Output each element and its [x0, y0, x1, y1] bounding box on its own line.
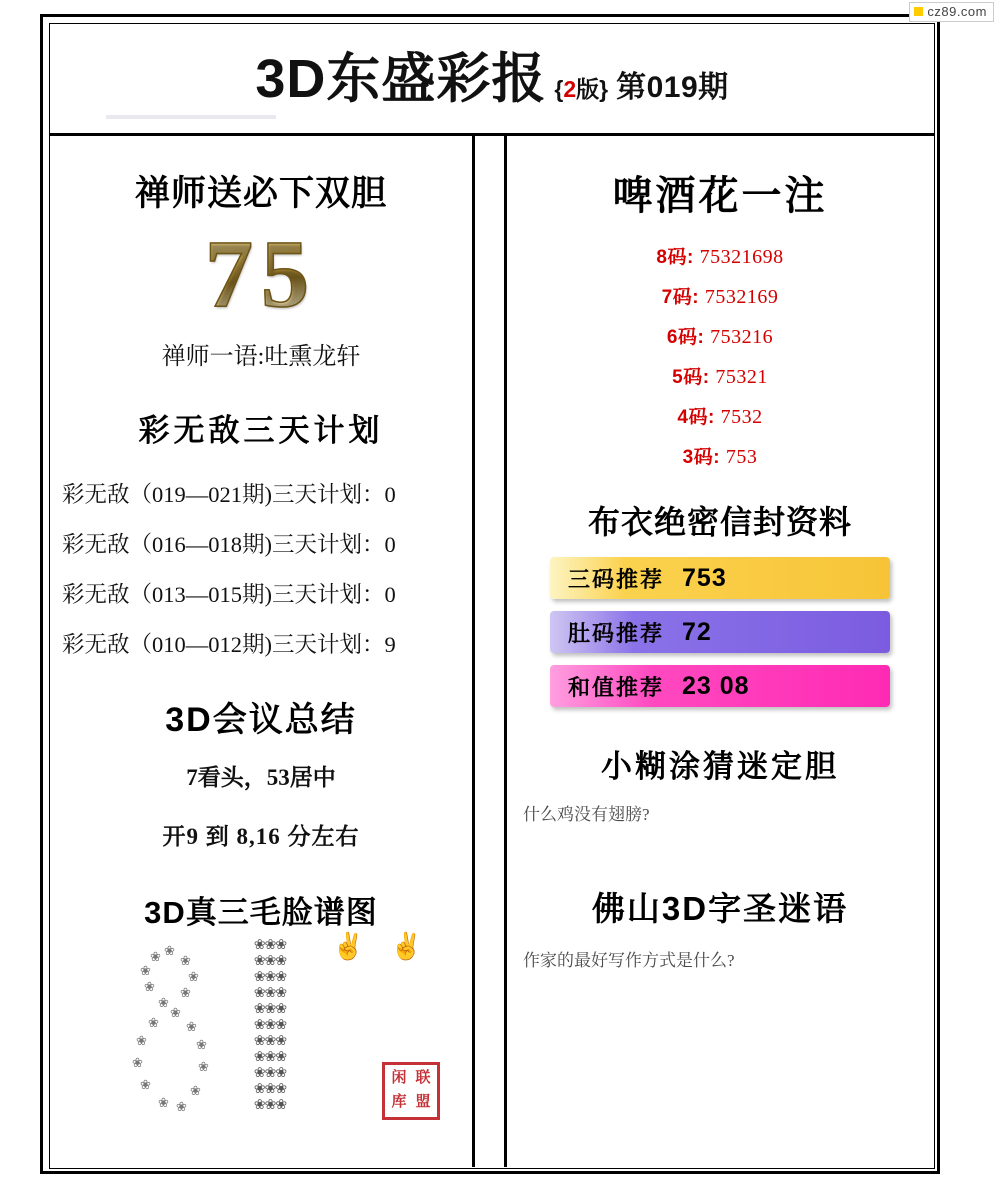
code-label: 4码: — [677, 406, 715, 428]
list-item: 彩无敌（013—015期)三天计划：0 — [62, 582, 396, 607]
site-watermark — [909, 2, 994, 22]
poster-body — [50, 136, 934, 1167]
riddle-two-text: 作家的最好写作方式是什么? — [523, 951, 735, 970]
summary-line-1: 7看头，53居中 — [186, 765, 336, 790]
list-item: 彩无敌（016—018期)三天计划：0 — [62, 532, 396, 557]
code-value: 75321698 — [699, 245, 784, 268]
summary-line-2: 开9 到 8,16 分左右 — [162, 824, 360, 849]
bar-value: 23 08 — [682, 671, 750, 700]
bar-value: 753 — [682, 563, 727, 592]
code-label: 7码: — [661, 286, 700, 308]
poster-inner-border — [49, 23, 935, 1169]
code-label: 3码: — [682, 446, 721, 468]
face-pattern-artwork — [60, 932, 462, 1128]
heading-secret-envelope: 布衣绝密信封资料 — [587, 504, 852, 540]
master-quote: 禅师一语:吐熏龙轩 — [161, 344, 361, 370]
list-item: 彩无敌（010—012期)三天计划：9 — [62, 632, 396, 657]
recommendation-bars — [517, 557, 923, 707]
list-item — [517, 315, 923, 355]
code-value: 7532 — [720, 405, 763, 428]
hand-icon: ✌ — [390, 932, 423, 961]
bar-sum-value — [550, 665, 890, 707]
heading-three-day-plan: 彩无敌三天计划 — [138, 413, 384, 448]
code-recommendation-list — [517, 235, 923, 475]
poster-page — [40, 14, 940, 1174]
list-item: 彩无敌（019—021期)三天计划：0 — [62, 482, 396, 507]
bar-value: 72 — [682, 617, 712, 646]
header-underline-decoration — [106, 115, 276, 119]
heading-double-dan: 禅师送必下双胆 — [134, 174, 387, 213]
list-item — [517, 235, 923, 275]
stamp-char: 闲 — [391, 1070, 407, 1087]
edition-prefix: { — [554, 76, 564, 102]
red-seal-stamp — [382, 1062, 440, 1120]
column-divider — [475, 136, 507, 1167]
list-item — [517, 275, 923, 315]
heading-riddle-one: 小糊涂猜迷定胆 — [601, 749, 839, 784]
dotted-column-icon: ❀❀❀ ❀❀❀ ❀❀❀ ❀❀❀ ❀❀❀ ❀❀❀ ❀❀❀ ❀❀❀ ❀❀❀ ❀❀❀ ❀❀❀ — [253, 938, 287, 1113]
watermark-label: cz89.com — [927, 4, 987, 19]
three-day-plan-list — [60, 468, 462, 668]
poster-header — [50, 24, 934, 136]
edition-suffix: 版} — [576, 76, 609, 102]
bar-label: 三码推荐 — [568, 566, 665, 592]
riddle-one-text: 什么鸡没有翅膀? — [523, 805, 650, 824]
heading-meeting-summary: 3D会议总结 — [165, 701, 357, 739]
code-value: 75321 — [715, 365, 768, 388]
header-title-row — [255, 36, 728, 113]
right-column — [507, 136, 933, 1167]
page-title: 3D东盛彩报 — [255, 49, 547, 109]
paw-eight-shape-icon: ❀ ❀ ❀ ❀ ❀ ❀ ❀ ❀ ❀ ❀ ❀ ❀ ❀ ❀ ❀ ❀ ❀ ❀ ❀ — [132, 943, 209, 1114]
stamp-char: 库 — [391, 1094, 407, 1111]
featured-numbers: 75 — [60, 226, 462, 322]
code-value: 753216 — [710, 325, 774, 348]
code-label: 8码: — [656, 246, 694, 268]
edition-number: 2 — [563, 76, 577, 102]
bar-three-code — [550, 557, 890, 599]
list-item — [517, 355, 923, 395]
heading-face-chart: 3D真三毛脸谱图 — [144, 895, 378, 930]
bar-label: 和值推荐 — [568, 674, 665, 700]
bar-belly-code — [550, 611, 890, 653]
watermark-swatch-icon — [914, 7, 923, 16]
list-item — [517, 435, 923, 475]
heading-riddle-two: 佛山3D字圣迷语 — [591, 890, 849, 927]
hand-icon: ✌ — [332, 932, 365, 961]
heading-beer-flower: 啤酒花一注 — [612, 174, 828, 218]
edition-badge — [554, 71, 608, 104]
list-item — [517, 395, 923, 435]
code-value: 7532169 — [704, 285, 779, 308]
code-label: 5码: — [672, 366, 710, 388]
bar-label: 肚码推荐 — [568, 620, 665, 646]
code-value: 753 — [725, 445, 758, 468]
issue-number: 第019期 — [616, 71, 729, 104]
stamp-char: 联 — [415, 1070, 431, 1087]
code-label: 6码: — [666, 326, 705, 348]
stamp-char: 盟 — [415, 1094, 431, 1111]
left-column — [50, 136, 475, 1167]
